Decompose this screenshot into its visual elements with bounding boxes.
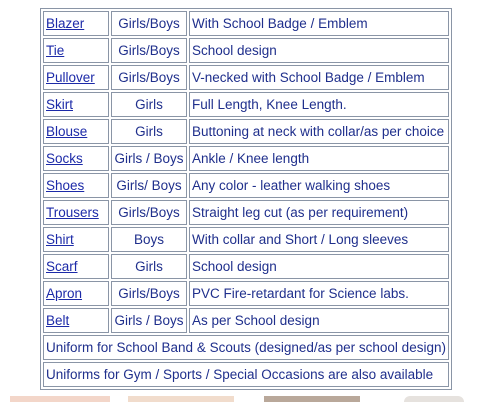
description-cell: Any color - leather walking shoes <box>189 173 449 198</box>
description-cell: School design <box>189 254 449 279</box>
cropped-image-strip <box>404 396 464 402</box>
item-cell <box>43 65 109 90</box>
uniform-table <box>40 8 452 390</box>
description-cell: With collar and Short / Long sleeves <box>189 227 449 252</box>
description-cell: PVC Fire-retardant for Science labs. <box>189 281 449 306</box>
description-cell: V-necked with School Badge / Emblem <box>189 65 449 90</box>
cropped-image-strip <box>10 396 110 402</box>
description-cell: With School Badge / Emblem <box>189 11 449 36</box>
item-cell <box>43 227 109 252</box>
table-row <box>43 38 449 63</box>
note-band-scouts: Uniform for School Band & Scouts (designed/as per school design) <box>43 335 449 360</box>
description-cell: Ankle / Knee length <box>189 146 449 171</box>
who-cell: Girls / Boys <box>111 146 187 171</box>
who-cell: Girls / Boys <box>111 308 187 333</box>
item-cell <box>43 254 109 279</box>
who-cell: Girls <box>111 119 187 144</box>
item-link-scarf[interactable]: Scarf <box>46 259 78 274</box>
table-row <box>43 119 449 144</box>
description-cell: Buttoning at neck with collar/as per choice <box>189 119 449 144</box>
item-cell <box>43 146 109 171</box>
item-cell <box>43 200 109 225</box>
who-cell: Girls <box>111 92 187 117</box>
table-row <box>43 173 449 198</box>
cropped-image-strip <box>128 396 234 402</box>
table-row <box>43 65 449 90</box>
table-row <box>43 92 449 117</box>
note-row <box>43 362 449 387</box>
note-gym-sports: Uniforms for Gym / Sports / Special Occasions are also available <box>43 362 449 387</box>
who-cell: Girls/ Boys <box>111 173 187 198</box>
who-cell: Girls/Boys <box>111 11 187 36</box>
table-row <box>43 227 449 252</box>
item-link-pullover[interactable]: Pullover <box>46 70 95 85</box>
who-cell: Girls/Boys <box>111 281 187 306</box>
table-row <box>43 281 449 306</box>
item-link-shirt[interactable]: Shirt <box>46 232 74 247</box>
item-cell <box>43 11 109 36</box>
who-cell: Girls/Boys <box>111 38 187 63</box>
table-row <box>43 254 449 279</box>
table-row <box>43 200 449 225</box>
item-cell <box>43 92 109 117</box>
who-cell: Girls/Boys <box>111 200 187 225</box>
item-cell <box>43 119 109 144</box>
table-row <box>43 146 449 171</box>
item-cell <box>43 38 109 63</box>
item-cell <box>43 281 109 306</box>
who-cell: Girls/Boys <box>111 65 187 90</box>
item-link-socks[interactable]: Socks <box>46 151 83 166</box>
item-link-tie[interactable]: Tie <box>46 43 65 58</box>
item-cell <box>43 308 109 333</box>
item-link-blazer[interactable]: Blazer <box>46 16 85 31</box>
item-link-trousers[interactable]: Trousers <box>46 205 99 220</box>
table-row <box>43 11 449 36</box>
description-cell: As per School design <box>189 308 449 333</box>
item-link-shoes[interactable]: Shoes <box>46 178 85 193</box>
who-cell: Girls <box>111 254 187 279</box>
table-row <box>43 308 449 333</box>
description-cell: Full Length, Knee Length. <box>189 92 449 117</box>
uniform-table-body <box>43 11 449 387</box>
cropped-image-strip <box>264 396 360 402</box>
description-cell: Straight leg cut (as per requirement) <box>189 200 449 225</box>
who-cell: Boys <box>111 227 187 252</box>
item-link-skirt[interactable]: Skirt <box>46 97 73 112</box>
note-row <box>43 335 449 360</box>
item-cell <box>43 173 109 198</box>
item-link-apron[interactable]: Apron <box>46 286 83 301</box>
description-cell: School design <box>189 38 449 63</box>
item-link-blouse[interactable]: Blouse <box>46 124 88 139</box>
item-link-belt[interactable]: Belt <box>46 313 70 328</box>
